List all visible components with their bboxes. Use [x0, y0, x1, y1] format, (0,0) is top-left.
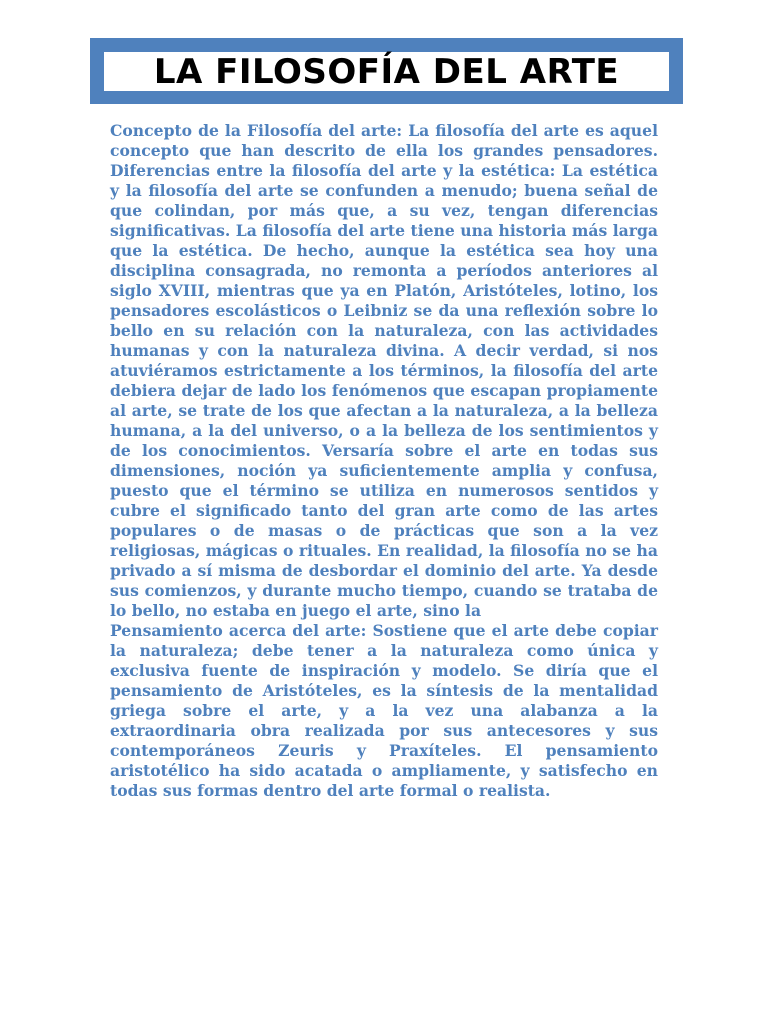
document-title: LA FILOSOFÍA DEL ARTE: [153, 51, 620, 92]
paragraph-concepto: Concepto de la Filosofía del arte: La filosofía del arte es aquel concepto que han descrito de ella los grandes pensadores. Diferencias entre la filosofía del arte y la estética: La estética y la filosofía del arte se confunden a menudo; buena señal de que colindan, por más que, a su vez, tengan diferencias significativas. La filosofía del arte tiene una historia más larga que la estética. De hecho, aunque la estética sea hoy una disciplina consagrada, no remonta a períodos anteriores al siglo XVIII, mientras que ya en Platón, Aristóteles, lotino, los pensadores escolásticos o Leibniz se da una reflexión sobre lo bello en su relación con la naturaleza, con las actividades humanas y con la naturaleza divina. A decir verdad, si nos atuviéramos estrictamente a los términos, la filosofía del arte debiera dejar de lado los fenómenos que escapan propiamente al arte, se trate de los que afectan a la naturaleza, a la belleza humana, a la del universo, o a la belleza de los sentimientos y de los conocimientos. Versaría sobre el arte en todas sus dimensiones, noción ya suficientemente amplia y confusa, puesto que el término se utiliza en numerosos sentidos y cubre el significado tanto del gran arte como de las artes populares o de masas o de prácticas que son a la vez religiosas, mágicas o rituales. En realidad, la filosofía no se ha privado a sí misma de desbordar el dominio del arte. Ya desde sus comienzos, y durante mucho tiempo, cuando se trataba de lo bello, no estaba en juego el arte, sino la: [110, 121, 658, 620]
title-box: [104, 52, 669, 91]
paragraph-pensamiento: Pensamiento acerca del arte: Sostiene que el arte debe copiar la naturaleza; debe tener a la naturaleza como única y exclusiva fuente de inspiración y modelo. Se diría que el pensamiento de Aristóteles, es la síntesis de la mentalidad griega sobre el arte, y a la vez una alabanza a la extraordinaria obra realizada por sus antecesores y sus contemporáneos Zeuris y Praxíteles. El pensamiento aristotélico ha sido acatada o ampliamente, y satisfecho en todas sus formas dentro del arte formal o realista.: [110, 621, 658, 800]
title-banner: [90, 38, 683, 104]
document-body: [110, 121, 658, 801]
